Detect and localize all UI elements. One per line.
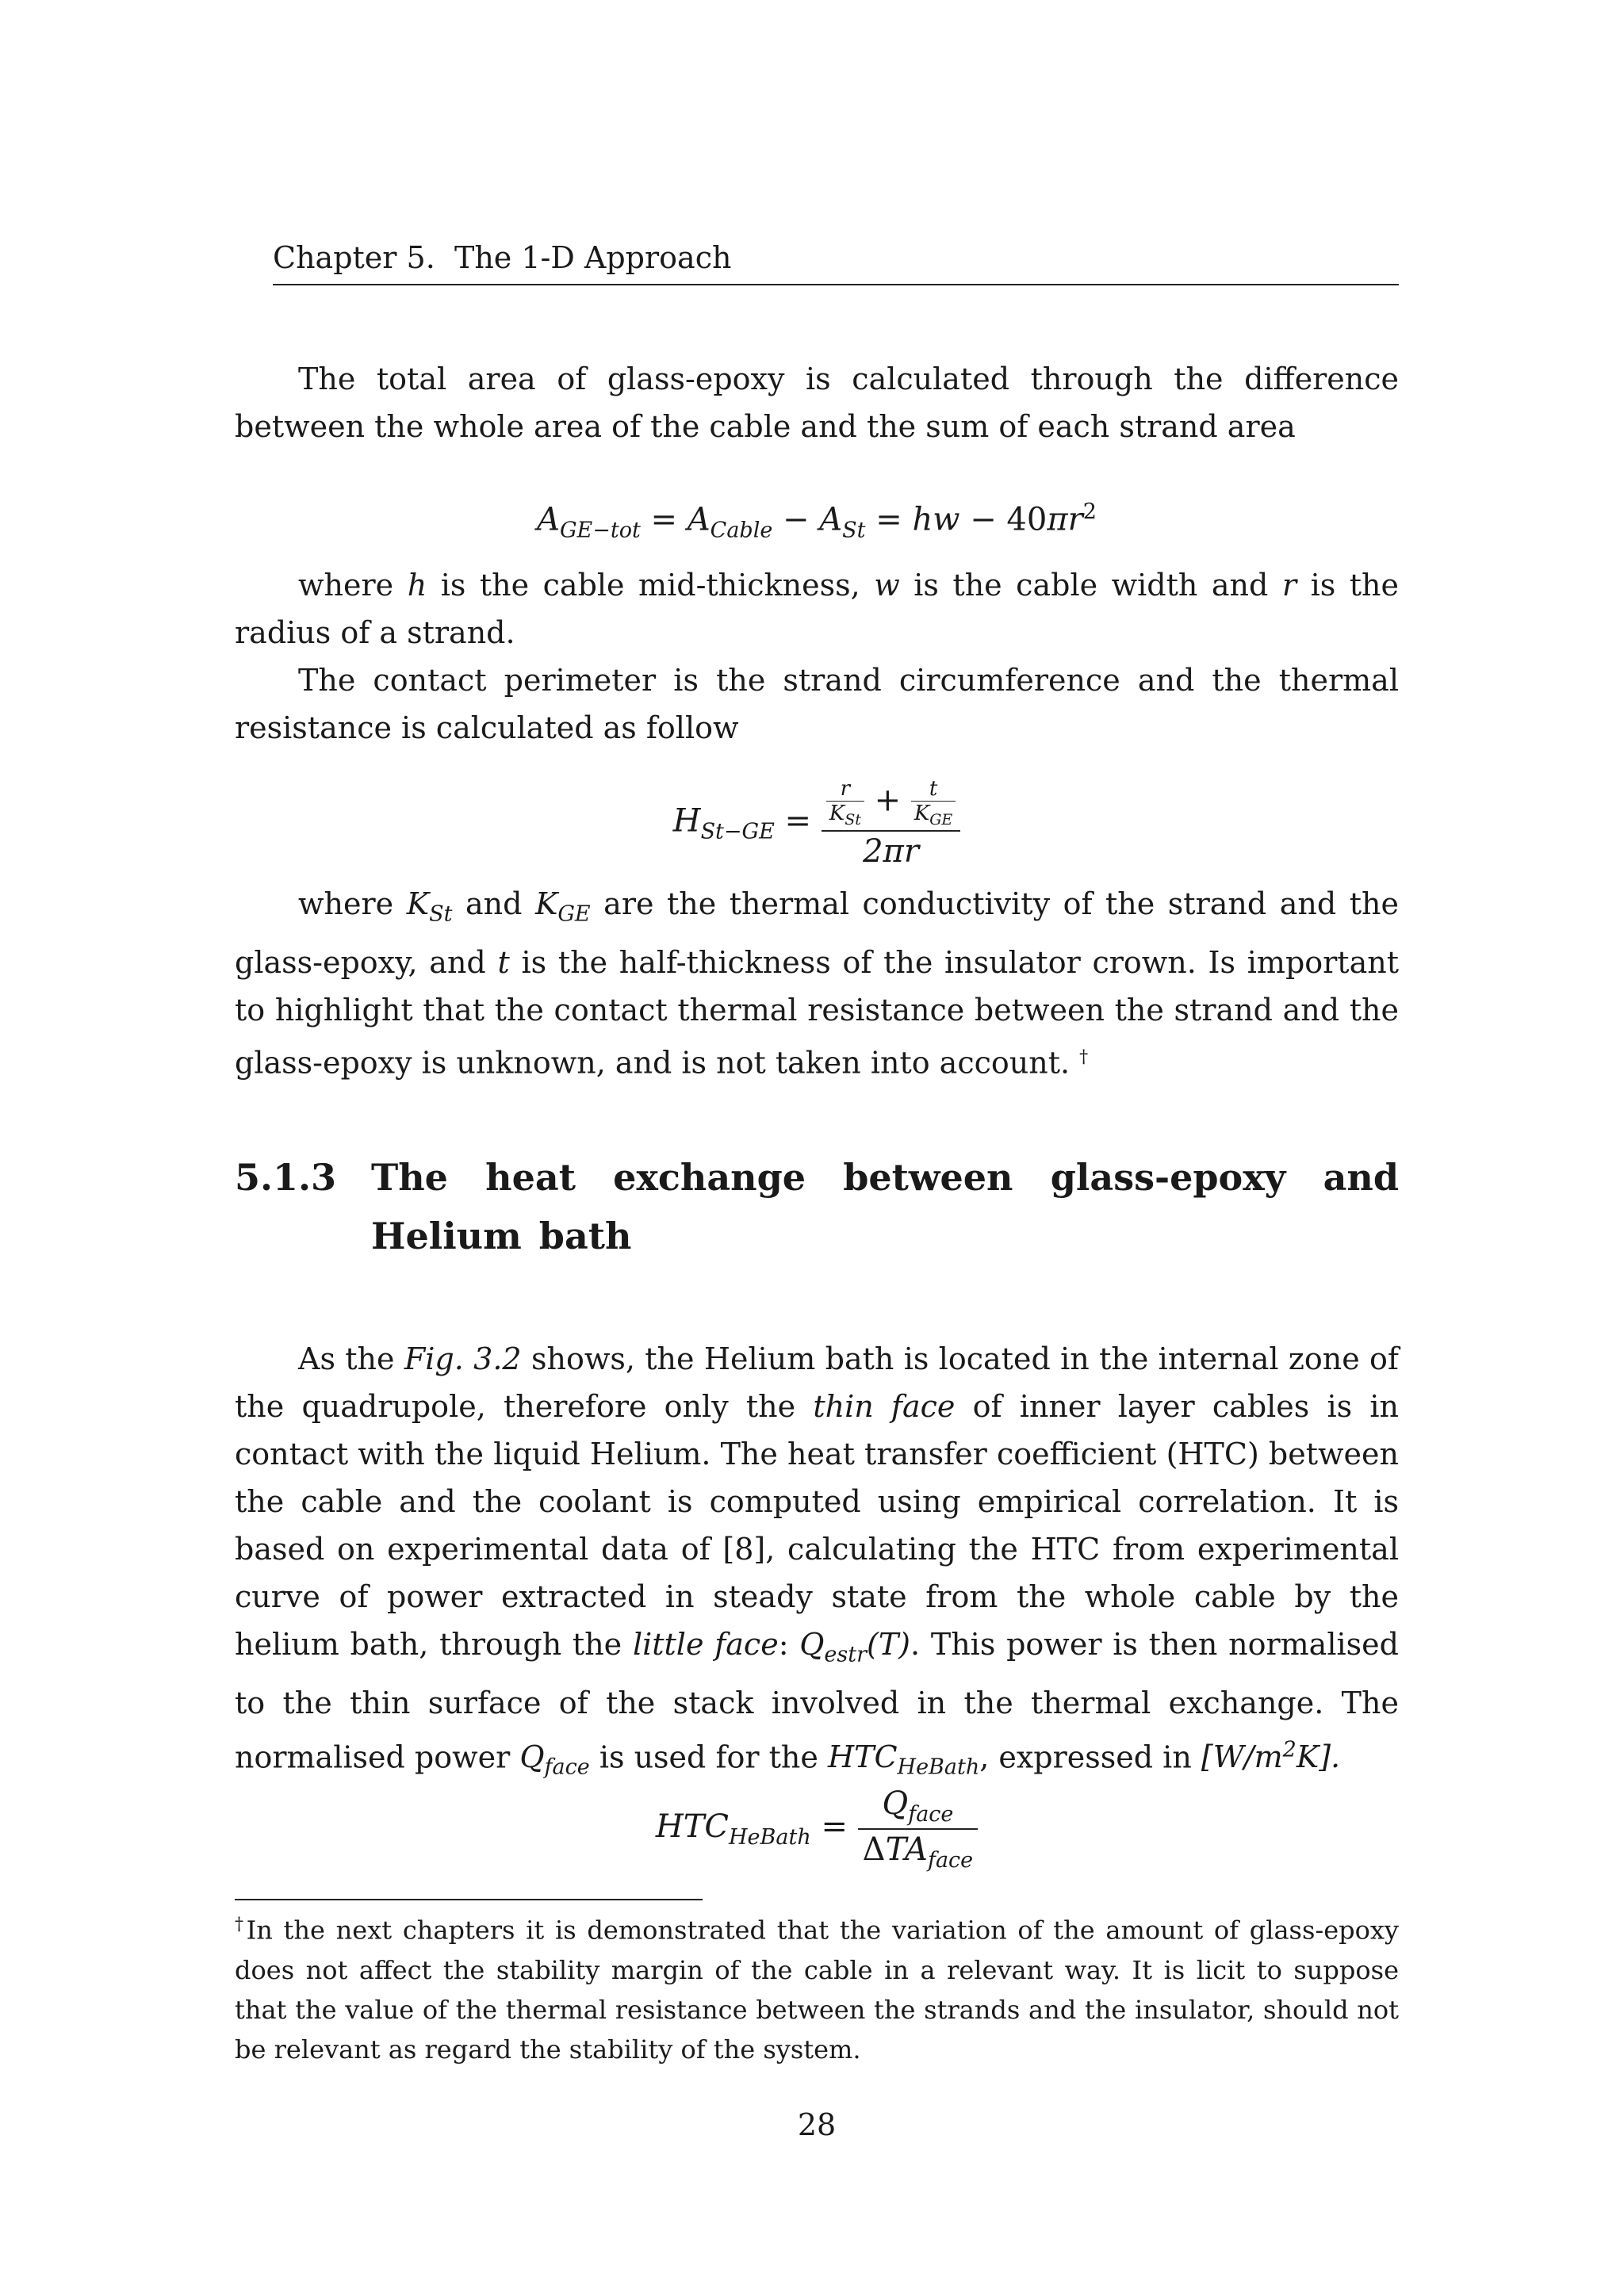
eq1-r: r [1067, 501, 1083, 538]
eq2-sf1-den-sub: St [845, 811, 861, 829]
eq1-minus: − [783, 501, 810, 538]
sp-q-face-sub: face [544, 1755, 590, 1780]
eq2-lhs: H [672, 802, 701, 840]
footnote [235, 1905, 1399, 2069]
p4-var-kge-k: K [534, 886, 558, 921]
sp-q-estr-arg: (T) [867, 1627, 911, 1662]
p4-var-kst-sub: St [429, 901, 453, 927]
p4-var-t: t [497, 944, 510, 980]
p2-text-b: is the cable mid-thickness, [440, 568, 860, 603]
page-number: 28 [797, 2107, 837, 2142]
eq2-fraction [822, 777, 961, 870]
eq2-lhs-sub: St−GE [700, 819, 775, 844]
sp-units-open: [W/m [1201, 1739, 1283, 1775]
eq2-sf2-num: t [911, 777, 956, 802]
section-number: 5.1.3 [235, 1156, 337, 1199]
eq2-denominator: 2πr [863, 833, 919, 871]
section-heading [235, 1148, 1399, 1265]
sp-text-b: shows, the Helium bath is located in the internal zone of the quadrupole, therefore only the [235, 1341, 1399, 1424]
paragraph-contact-perimeter: The contact perimeter is the strand circumference and the thermal resistance is calculated as follow [235, 663, 1399, 745]
chapter-title: The 1-D Approach [454, 240, 732, 275]
sp-text-g: , expressed in [979, 1739, 1192, 1775]
paragraph-variable-definitions [235, 561, 1399, 656]
eq2-sf2-den-k: K [914, 802, 930, 825]
eq3-denominator [858, 1830, 978, 1873]
eq3-lhs: HTC [655, 1808, 730, 1845]
eq2-small-fraction-1 [826, 777, 864, 828]
eq3-numerator [858, 1785, 978, 1830]
eq1-term-a-cable-sub: Cable [710, 518, 773, 543]
sp-text-c: of inner layer cables is in contact with the liquid Helium. The heat transfer coefficient (HTC) between the cable and the coolant is computed using empirical correlation. It is based on experimental data of [8], calculating the HTC from experimental curve of power extracted in steady state from the whole cable by the helium bath, through the [235, 1389, 1399, 1662]
eq1-term-a-cable: A [687, 501, 710, 538]
equation-thermal-resistance [235, 777, 1399, 870]
p2-var-r: r [1281, 568, 1297, 603]
eq1-lhs-sub: GE−tot [559, 518, 641, 543]
figure-reference-link[interactable]: Fig. 3.2 [404, 1341, 522, 1376]
sp-text-e: . This power is then normalised to the thin surface of the stack involved in the thermal exchange. The normalised power [235, 1627, 1399, 1775]
eq3-lhs-sub: HeBath [729, 1825, 811, 1850]
eq1-coefficient: 40 [1006, 501, 1048, 538]
equation-glass-epoxy-area [235, 499, 1399, 542]
eq2-plus: + [874, 782, 902, 819]
paragraph-thermal-conductivity [235, 880, 1399, 1086]
eq1-term-a-st: A [819, 501, 843, 538]
eq3-delta: Δ [862, 1831, 886, 1868]
eq2-numerator [822, 777, 961, 832]
eq2-small-fraction-2 [911, 777, 956, 828]
sp-q-face-q: Q [519, 1739, 545, 1775]
eq2-sf2-den [911, 802, 956, 828]
p4-var-kge [534, 886, 591, 927]
eq1-term-a-st-sub: St [842, 518, 866, 543]
p4-var-kst [406, 886, 453, 927]
sp-q-estr-sub: estr [824, 1642, 868, 1667]
p2-var-h: h [407, 568, 427, 603]
paragraph-glass-epoxy-area: The total area of glass-epoxy is calculated through the difference between the whole area of the cable and the sum of each strand area [235, 362, 1399, 444]
eq3-num-q: Q [882, 1785, 909, 1822]
eq3-equals: = [821, 1808, 848, 1845]
p4-text-a: where [298, 886, 394, 921]
sp-thin-face: thin face [813, 1389, 956, 1424]
sp-units [1201, 1739, 1340, 1774]
eq2-sf1-den [826, 802, 864, 828]
sp-q-estr [799, 1627, 911, 1667]
sp-units-exp: 2 [1282, 1737, 1297, 1762]
eq1-exponent: 2 [1082, 499, 1097, 524]
sp-htc-sub: HeBath [897, 1755, 980, 1780]
p2-text-c: is the cable width and [914, 568, 1269, 603]
sp-q-estr-q: Q [799, 1627, 825, 1662]
eq3-den-sub: face [927, 1848, 974, 1873]
eq1-pi: π [1047, 501, 1068, 538]
p2-text-a: where [298, 568, 394, 603]
chapter-label: Chapter 5. [273, 240, 435, 275]
eq3-den-ta: TA [885, 1831, 928, 1868]
eq2-equals: = [784, 802, 812, 840]
sp-text-a: As the [298, 1341, 395, 1376]
eq2-sf1-den-k: K [829, 802, 845, 825]
sp-htc [827, 1739, 980, 1780]
p4-text-d: is the half-thickness of the insulator crown. Is important to highlight that the contact thermal resistance between the strand and the glass-epoxy is unknown, and is not taken into account. [235, 944, 1399, 1081]
p4-var-kge-sub: GE [557, 901, 591, 927]
eq1-minus-2: − [970, 501, 997, 538]
sp-q-face [519, 1739, 590, 1780]
sp-little-face: little face [632, 1627, 779, 1662]
eq2-sf2-den-sub: GE [929, 811, 953, 829]
eq1-lhs: A [537, 501, 560, 538]
eq3-num-sub: face [908, 1802, 954, 1827]
equation-htc-hebath [235, 1785, 1399, 1873]
footnote-mark: † [235, 1915, 247, 1934]
p2-text-d: is the radius of a strand. [235, 568, 1399, 650]
eq1-equals-2: = [875, 501, 902, 538]
eq1-term-hw: hw [912, 501, 960, 538]
footnote-divider [235, 1899, 703, 1900]
sp-text-d: : [778, 1627, 789, 1662]
p2-var-w: w [874, 568, 900, 603]
p4-var-kst-k: K [406, 886, 430, 921]
paragraph-helium-bath [235, 1335, 1399, 1792]
running-header [273, 239, 1399, 285]
eq3-fraction [858, 1785, 978, 1873]
section-title: The heat exchange between glass-epoxy and Helium bath [371, 1156, 1399, 1257]
eq2-sf1-num: r [826, 777, 864, 802]
sp-text-f: is used for the [599, 1739, 818, 1775]
p4-text-b: and [465, 886, 523, 921]
footnote-reference-mark[interactable]: † [1079, 1047, 1089, 1067]
footnote-text: In the next chapters it is demonstrated that the variation of the amount of glass-epoxy does not affect the stability margin of the cable in a relevant way. It is licit to suppose that the value of the thermal resistance between the strands and the insulator, should not be relevant as regard the stability of the system. [235, 1915, 1400, 2064]
p4-text-c: are the thermal conductivity of the strand and the glass-epoxy, and [235, 886, 1399, 980]
sp-htc-text: HTC [827, 1739, 898, 1775]
sp-units-close: K]. [1296, 1739, 1341, 1775]
eq1-equals: = [650, 501, 678, 538]
